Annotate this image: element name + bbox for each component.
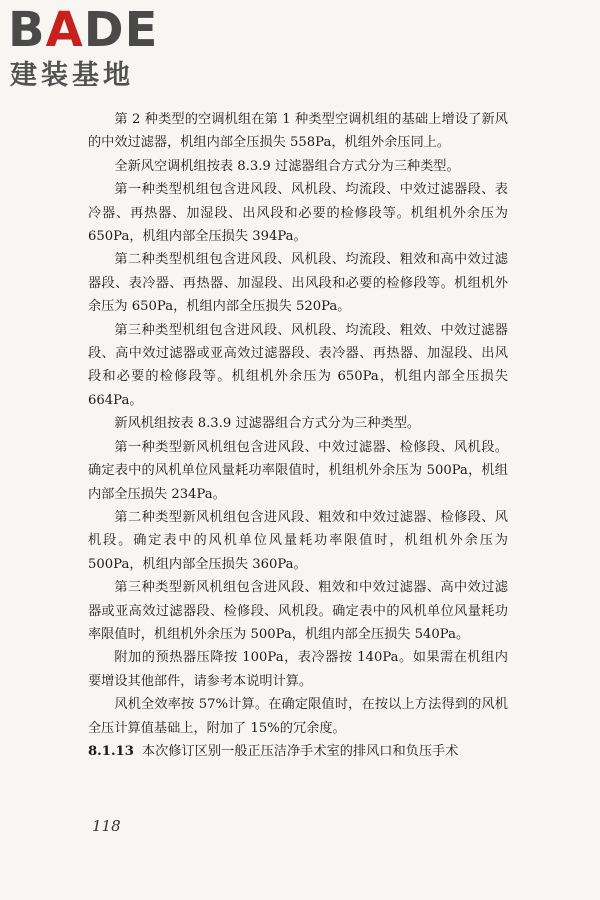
clause-paragraph bbox=[88, 740, 508, 763]
logo-subtitle: 建装基地 bbox=[10, 60, 134, 91]
paragraph: 附加的预热器压降按 100Pa，表冷器按 140Pa。如果需在机组内要增设其他部件，请参考本说明计算。 bbox=[88, 650, 508, 689]
paragraph: 第一种类型新风机组包含进风段、中效过滤器、检修段、风机段。确定表中的风机单位风量耗功率限值时，机组机外余压为 500Pa，机组内部全压损失 234Pa。 bbox=[88, 439, 508, 502]
paragraph: 风机全效率按 57%计算。在确定限值时，在按以上方法得到的风机全压计算值基础上，附加了 15%的冗余度。 bbox=[88, 697, 508, 736]
logo-accent-letter: A bbox=[45, 2, 84, 58]
document-body bbox=[88, 108, 508, 763]
paragraph: 第二种类型新风机组包含进风段、粗效和中效过滤器、检修段、风机段。确定表中的风机单位风量耗功率限值时，机组机外余压为 500Pa，机组内部全压损失 360Pa。 bbox=[88, 509, 508, 572]
paragraph: 第三种类型新风机组包含进风段、粗效和中效过滤器、高中效过滤器或亚高效过滤器段、检修段、风机段。确定表中的风机单位风量耗功率限值时，机组机外余压为 500Pa，机组内部全压损失 540Pa。 bbox=[88, 580, 508, 642]
paragraph: 全新风空调机组按表 8.3.9 过滤器组合方式分为三种类型。 bbox=[114, 158, 460, 174]
page-number: 118 bbox=[92, 817, 121, 835]
clause-text: 本次修订区别一般正压洁净手术室的排风口和负压手术 bbox=[141, 743, 459, 759]
paragraph: 第一种类型机组包含进风段、风机段、均流段、中效过滤器段、表冷器、再热器、加湿段、出风段和必要的检修段等。机组机外余压为 650Pa，机组内部全压损失 394Pa。 bbox=[88, 182, 508, 245]
bade-logo bbox=[8, 4, 183, 96]
paragraph: 第二种类型机组包含进风段、风机段、均流段、粗效和高中效过滤器段、表冷器、再热器、加湿段、出风段和必要的检修段等。机组机外余压为 650Pa，机组内部全压损失 520Pa。 bbox=[88, 252, 508, 315]
paragraph: 第 2 种类型的空调机组在第 1 种类型空调机组的基础上增设了新风的中效过滤器，机组内部全压损失 558Pa，机组外余压同上。 bbox=[88, 112, 508, 151]
clause-number: 8.1.13 bbox=[88, 743, 134, 759]
logo-wordmark: BADE bbox=[8, 2, 159, 58]
paragraph: 新风机组按表 8.3.9 过滤器组合方式分为三种类型。 bbox=[114, 416, 421, 432]
paragraph: 第三种类型机组包含进风段、风机段、均流段、粗效、中效过滤器段、高中效过滤器或亚高效过滤器段、表冷器、再热器、加湿段、出风段和必要的检修段等。机组机外余压为 650Pa，机组内部全压损失 664Pa。 bbox=[88, 322, 508, 408]
